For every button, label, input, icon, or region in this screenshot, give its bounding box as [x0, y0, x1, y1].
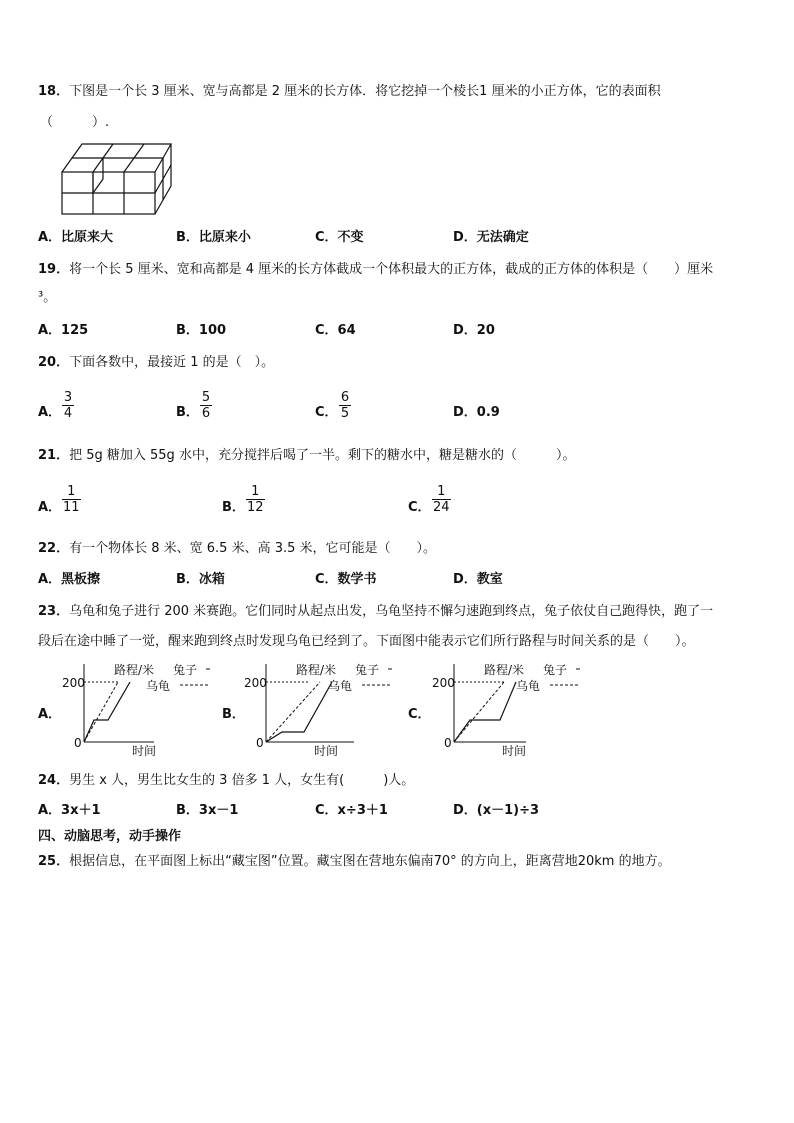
q23-number: 23．: [38, 604, 70, 619]
y-max-label: 200: [244, 676, 267, 690]
denominator: 6: [201, 406, 211, 421]
q22-text: 有一个物体长 8 米、宽 6.5 米、高 3.5 米，它可能是（ ）。: [69, 541, 437, 556]
y-axis-label: 路程/米: [296, 663, 337, 677]
y-axis-label: 路程/米: [114, 663, 155, 677]
q21-option-c-fraction: [432, 484, 451, 515]
q19-number: 19．: [38, 262, 70, 277]
q22-option-a[interactable]: A．黑板擦: [38, 572, 101, 587]
q22-option-c[interactable]: C．数学书: [315, 572, 377, 587]
q24-option-b[interactable]: B．3x－1: [176, 803, 239, 818]
q18-text: 下图是一个长 3 厘米、宽与高都是 2 厘米的长方体．将它挖掉一个棱长1 厘米的小正方体，它的表面积: [69, 84, 661, 99]
q23-option-b-label[interactable]: B．: [222, 707, 245, 722]
q19-option-a[interactable]: A．125: [38, 323, 89, 338]
y-max-label: 200: [432, 676, 455, 690]
section-4-title: 四、动脑思考，动手操作: [38, 829, 182, 844]
q21-text: 把 5g 糖加入 55g 水中，充分搅拌后喝了一半。剩下的糖水中，糖是糖水的（ ）。: [69, 448, 576, 463]
q23-graph-a: [60, 660, 210, 758]
q24-number: 24．: [38, 773, 70, 788]
q23-stem-line1: [38, 604, 713, 620]
q21-option-b-label[interactable]: B．: [222, 500, 245, 515]
q24-option-c[interactable]: C．x÷3＋1: [315, 803, 388, 818]
q23-option-a-label[interactable]: A．: [38, 707, 62, 722]
q21-number: 21．: [38, 448, 70, 463]
y-max-label: 200: [62, 676, 85, 690]
q18-option-d[interactable]: D．无法确定: [453, 230, 529, 245]
turtle-line: [266, 682, 320, 742]
q18-option-c[interactable]: C．不变: [315, 230, 364, 245]
q25-stem: [38, 854, 671, 870]
legend-turtle-label: 乌龟: [328, 679, 353, 693]
legend-turtle-label: 乌龟: [146, 679, 171, 693]
q18-option-b[interactable]: B．比原来小: [176, 230, 251, 245]
q19-option-c[interactable]: C．64: [315, 323, 356, 338]
numerator: 1: [437, 484, 446, 499]
q23-text-1: 乌龟和兔子进行 200 米赛跑。它们同时从起点出发，乌龟坚持不懈匀速跑到终点，兔子依仗自己跑得快，跑了一: [69, 604, 714, 619]
q18-blank: （ ）.: [40, 115, 110, 130]
q23-option-c-label[interactable]: C．: [408, 707, 431, 722]
rabbit-line: [266, 682, 332, 742]
q21-option-c-label[interactable]: C．: [408, 500, 431, 515]
denominator: 4: [63, 406, 73, 421]
rabbit-line: [84, 682, 130, 742]
q24-option-d[interactable]: D．(x－1)÷3: [453, 803, 540, 818]
q20-option-b-label[interactable]: B．: [176, 405, 199, 420]
q21-option-a-label[interactable]: A．: [38, 500, 62, 515]
q22-option-d[interactable]: D．教室: [453, 572, 503, 587]
legend-rabbit-label: 兔子: [355, 663, 380, 677]
q23-stem-line2: 段后在途中睡了一觉，醒来跑到终点时发现乌龟已经到了。下面图中能表示它们所行路程与时间关系的是（ ）。: [38, 634, 695, 649]
q21-stem: [38, 448, 575, 464]
q18-stem: [38, 84, 661, 100]
legend-turtle-label: 乌龟: [516, 679, 541, 693]
q21-option-a-fraction: [62, 484, 81, 515]
q23-graph-b: [242, 660, 392, 758]
numerator: 1: [67, 484, 76, 499]
q22-option-b[interactable]: B．冰箱: [176, 572, 225, 587]
turtle-line: [454, 682, 504, 742]
denominator: 24: [433, 500, 450, 515]
q24-stem: [38, 773, 414, 789]
q21-option-b-fraction: [246, 484, 265, 515]
origin-label: 0: [256, 736, 264, 750]
legend-rabbit-label: 兔子: [173, 663, 198, 677]
q18-cuboid-figure: [58, 140, 178, 218]
denominator: 12: [247, 500, 264, 515]
x-axis-label: 时间: [502, 744, 527, 758]
q22-number: 22．: [38, 541, 70, 556]
q25-number: 25．: [38, 854, 70, 869]
q24-text: 男生 x 人，男生比女生的 3 倍多 1 人，女生有( )人。: [69, 773, 415, 788]
q25-text: 根据信息，在平面图上标出“藏宝图”位置。藏宝图在营地东偏南70° 的方向上，距离营地20km 的地方。: [69, 854, 671, 869]
q24-option-a[interactable]: A．3x＋1: [38, 803, 101, 818]
rabbit-line: [454, 682, 516, 742]
q19-text: 将一个长 5 厘米、宽和高都是 4 厘米的长方体截成一个体积最大的正方体，截成的正方体的体积是（ ）厘米: [69, 262, 714, 277]
q20-option-a-label[interactable]: A．: [38, 405, 62, 420]
x-axis-label: 时间: [132, 744, 157, 758]
q19-stem: [38, 262, 713, 278]
denominator: 5: [340, 406, 350, 421]
q20-text: 下面各数中，最接近 1 的是（ ）。: [69, 355, 275, 370]
numerator: 3: [63, 390, 73, 405]
q19-option-b[interactable]: B．100: [176, 323, 227, 338]
numerator: 6: [340, 390, 350, 405]
q19-unit: ³。: [38, 290, 57, 305]
q18-number: 18．: [38, 84, 70, 99]
q20-number: 20．: [38, 355, 70, 370]
q20-option-c-fraction: [339, 390, 351, 421]
x-axis-label: 时间: [314, 744, 339, 758]
origin-label: 0: [74, 736, 82, 750]
q20-option-d[interactable]: D．0.9: [453, 405, 500, 420]
q20-stem: [38, 355, 274, 371]
legend-rabbit-label: 兔子: [543, 663, 568, 677]
q20-option-c-label[interactable]: C．: [315, 405, 338, 420]
q22-stem: [38, 541, 436, 557]
q20-option-a-fraction: [62, 390, 74, 421]
q20-option-b-fraction: [200, 390, 212, 421]
q19-option-d[interactable]: D．20: [453, 323, 495, 338]
y-axis-label: 路程/米: [484, 663, 525, 677]
q23-graph-c: [430, 660, 580, 758]
denominator: 11: [63, 500, 80, 515]
numerator: 1: [251, 484, 260, 499]
q18-option-a[interactable]: A．比原来大: [38, 230, 114, 245]
numerator: 5: [201, 390, 211, 405]
origin-label: 0: [444, 736, 452, 750]
